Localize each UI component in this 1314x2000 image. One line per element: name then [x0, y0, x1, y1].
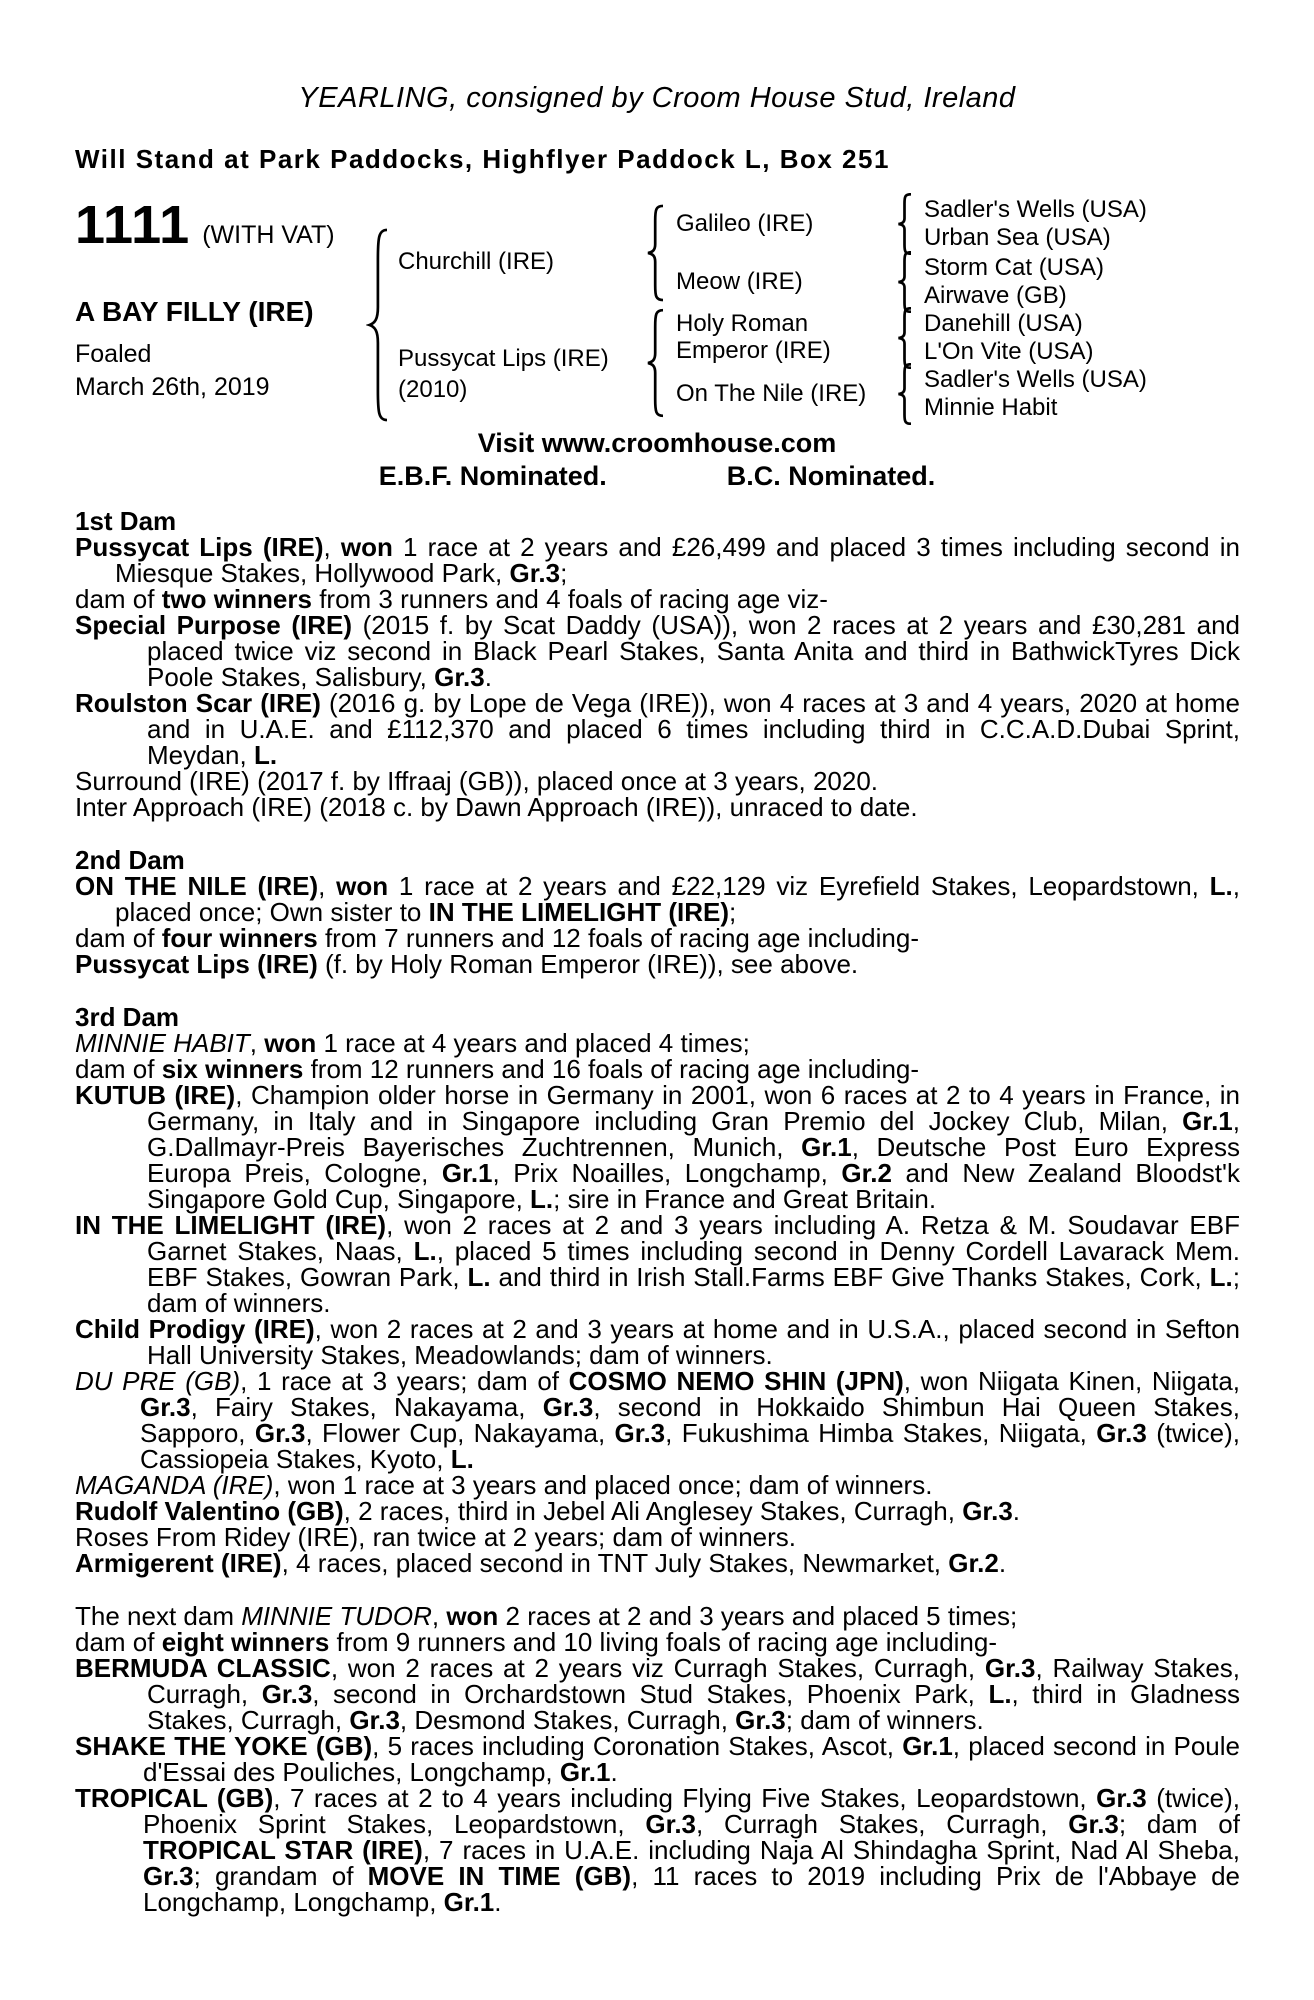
pedigree-dam-name: Pussycat Lips (IRE) [398, 345, 609, 372]
pedigree-brace-gp4 [896, 363, 916, 425]
pedigree-gp-sire-dam-sire: Storm Cat (USA) [924, 254, 1105, 281]
catalogue-paragraph: Pussycat Lips (IRE) (f. by Holy Roman Emperor (IRE)), see above. [75, 949, 859, 979]
catalogue-paragraph: dam of six winners from 12 runners and 16 foals of racing age including- [75, 1054, 920, 1084]
pedigree-sire-sire: Galileo (IRE) [676, 210, 814, 237]
catalogue-body [75, 508, 1240, 1915]
section-heading: 1st Dam [75, 506, 177, 536]
catalogue-paragraph: Roulston Scar (IRE) (2016 g. by Lope de Vega (IRE)), won 4 races at 3 and 4 years, 2020 at home and in U.A.E. and £112,370 and placed 6 times including third in C.C.A.D.Dubai Sprint, Meydan, L. [75, 688, 1240, 770]
vat-note: (WITH VAT) [202, 221, 335, 249]
pedigree-section [75, 1004, 1240, 1576]
catalogue-paragraph: Roses From Ridey (IRE), ran twice at 2 years; dam of winners. [75, 1522, 797, 1552]
catalogue-paragraph: MAGANDA (IRE), won 1 race at 3 years and placed once; dam of winners. [75, 1470, 933, 1500]
pedigree-dam-year: (2010) [398, 376, 468, 403]
catalogue-paragraph: dam of four winners from 7 runners and 12 foals of racing age including- [75, 923, 919, 953]
stand-location-line: Will Stand at Park Paddocks, Highflyer Paddock L, Box 251 [75, 144, 890, 174]
consignment-title: YEARLING, consigned by Croom House Stud, Ireland [298, 82, 1016, 114]
pedigree-sire-dam: Meow (IRE) [676, 268, 803, 295]
catalogue-paragraph: The next dam MINNIE TUDOR, won 2 races at 2 and 3 years and placed 5 times; [75, 1601, 1018, 1631]
pedigree-section [75, 847, 1240, 977]
catalogue-paragraph: SHAKE THE YOKE (GB), 5 races including Coronation Stakes, Ascot, Gr.1, placed second in Poule d'Essai des Pouliches, Longchamp, Gr.1. [75, 1731, 1241, 1787]
pedigree-gp-dam-sire-dam: L'On Vite (USA) [924, 338, 1094, 365]
pedigree-gp-dam-dam-dam: Minnie Habit [924, 394, 1058, 421]
lot-description: A BAY FILLY (IRE) [75, 296, 314, 327]
pedigree-brace-gp2 [896, 251, 916, 313]
catalogue-paragraph: IN THE LIMELIGHT (IRE), won 2 races at 2 and 3 years including A. Retza & M. Soudavar EBF Garnet Stakes, Naas, L., placed 5 times including second in Denny Cordell Lavarack Mem. EBF Stakes, Gowran Park, L. and third in Irish Stall.Farms EBF Give Thanks Stakes, Cork, L.; dam of winners. [75, 1210, 1240, 1318]
pedigree-sire-name: Churchill (IRE) [398, 248, 555, 275]
pedigree-gp-dam-sire-sire: Danehill (USA) [924, 310, 1083, 337]
catalogue-paragraph: dam of eight winners from 9 runners and 10 living foals of racing age including- [75, 1627, 998, 1657]
pedigree-brace-dam [645, 308, 669, 418]
catalogue-paragraph: Child Prodigy (IRE), won 2 races at 2 and 3 years at home and in U.S.A., placed second in Sefton Hall University Stakes, Meadowlands; dam of winners. [75, 1314, 1241, 1370]
section-heading: 2nd Dam [75, 845, 185, 875]
lot-header [75, 196, 335, 254]
foaled-date: March 26th, 2019 [75, 373, 270, 401]
lot-number: 1111 [75, 195, 191, 255]
pedigree-brace-main [366, 226, 394, 424]
pedigree-dam-sire: Holy Roman Emperor (IRE) [676, 310, 831, 364]
catalogue-paragraph: Rudolf Valentino (GB), 2 races, third in Jebel Ali Anglesey Stakes, Curragh, Gr.3. [75, 1496, 1021, 1526]
pedigree-brace-gp3 [896, 307, 916, 369]
pedigree-gp-dam-dam-sire: Sadler's Wells (USA) [924, 366, 1147, 393]
catalogue-paragraph: MINNIE HABIT, won 1 race at 4 years and placed 4 times; [75, 1028, 750, 1058]
catalogue-paragraph: TROPICAL (GB), 7 races at 2 to 4 years including Flying Five Stakes, Leopardstown, Gr.3 (twice), Phoenix Sprint Stakes, Leopardstown, Gr.3, Curragh Stakes, Curragh, Gr.3; dam of TROPICAL STAR (IRE), 7 races in U.A.E. including Naja Al Shindagha Sprint, Nad Al Sheba, Gr.3; grandam of MOVE IN TIME (GB), 11 races to 2019 including Prix de l'Abbaye de Longchamp, Longchamp, Gr.1. [75, 1783, 1241, 1917]
catalogue-paragraph: Pussycat Lips (IRE), won 1 race at 2 years and £26,499 and placed 3 times including second in Miesque Stakes, Hollywood Park, Gr.3; [75, 532, 1240, 588]
catalogue-paragraph: KUTUB (IRE), Champion older horse in Germany in 2001, won 6 races at 2 to 4 years in France, in Germany, in Italy and in Singapore including Gran Premio del Jockey Club, Milan, Gr.1, G.Dallmayr-Preis Bayerisches Zuchtrennen, Munich, Gr.1, Deutsche Post Euro Express Europa Preis, Cologne, Gr.1, Prix Noailles, Longchamp, Gr.2 and New Zealand Bloodst'k Singapore Gold Cup, Singapore, L.; sire in France and Great Britain. [75, 1080, 1240, 1214]
catalogue-paragraph: dam of two winners from 3 runners and 4 foals of racing age viz- [75, 584, 828, 614]
pedigree-gp-sire-sire-dam: Urban Sea (USA) [924, 224, 1111, 251]
pedigree-brace-sire [645, 204, 669, 302]
pedigree-gp-sire-dam-dam: Airwave (GB) [924, 282, 1067, 309]
catalogue-paragraph: Surround (IRE) (2017 f. by Iffraaj (GB)), placed once at 3 years, 2020. [75, 766, 879, 796]
catalogue-paragraph: Special Purpose (IRE) (2015 f. by Scat Daddy (USA)), won 2 races at 2 years and £30,281 and placed twice viz second in Black Pearl Stakes, Santa Anita and third in BathwickTyres Dick Poole Stakes, Salisbury, Gr.3. [75, 610, 1240, 692]
pedigree-dam-dam: On The Nile (IRE) [676, 380, 867, 407]
pedigree-brace-gp1 [896, 193, 916, 255]
nomination-line [0, 461, 1314, 492]
catalogue-paragraph: DU PRE (GB), 1 race at 3 years; dam of COSMO NEMO SHIN (JPN), won Niigata Kinen, Niigata, Gr.3, Fairy Stakes, Nakayama, Gr.3, second in Hokkaido Shimbun Hai Queen Stakes, Sapporo, Gr.3, Flower Cup, Nakayama, Gr.3, Fukushima Himba Stakes, Niigata, Gr.3 (twice), Cassiopeia Stakes, Kyoto, L. [75, 1366, 1241, 1474]
catalogue-paragraph: ON THE NILE (IRE), won 1 race at 2 years and £22,129 viz Eyrefield Stakes, Leopardstown, L., placed once; Own sister to IN THE LIMELIGHT (IRE); [75, 871, 1240, 927]
bc-nominated: B.C. Nominated. [726, 461, 936, 491]
catalogue-paragraph: BERMUDA CLASSIC, won 2 races at 2 years viz Curragh Stakes, Curragh, Gr.3, Railway Stakes, Curragh, Gr.3, second in Orchardstown Stud Stakes, Phoenix Park, L., third in Gladness Stakes, Curragh, Gr.3, Desmond Stakes, Curragh, Gr.3; dam of winners. [75, 1653, 1241, 1735]
foaled-label: Foaled [75, 340, 152, 368]
pedigree-section [75, 508, 1240, 820]
catalogue-paragraph: Armigerent (IRE), 4 races, placed second in TNT July Stakes, Newmarket, Gr.2. [75, 1548, 1007, 1578]
website-line: Visit www.croomhouse.com [477, 428, 837, 458]
catalogue-paragraph: Inter Approach (IRE) (2018 c. by Dawn Approach (IRE)), unraced to date. [75, 792, 918, 822]
pedigree-section [75, 1603, 1240, 1915]
pedigree-gp-sire-sire-sire: Sadler's Wells (USA) [924, 196, 1147, 223]
section-heading: 3rd Dam [75, 1002, 180, 1032]
ebf-nominated: E.B.F. Nominated. [378, 461, 607, 491]
